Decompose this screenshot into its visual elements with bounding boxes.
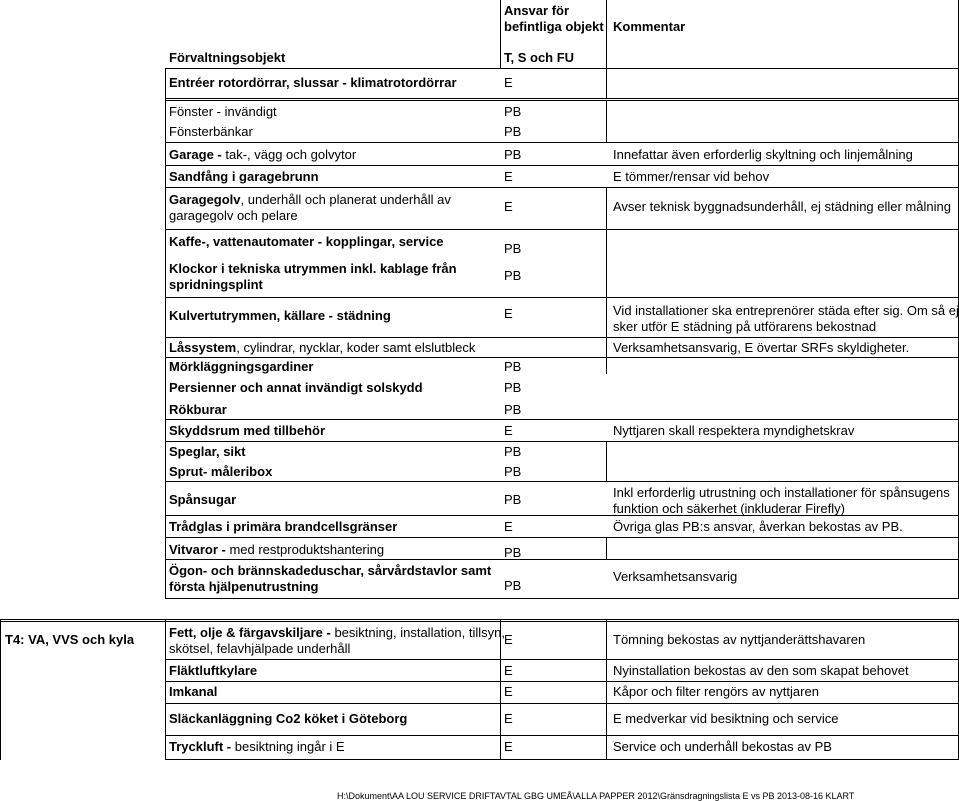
object-bold-part: Tryckluft -	[169, 739, 235, 754]
grid-line	[165, 681, 959, 682]
grid-line	[165, 441, 959, 442]
table-row-object: Släckanläggning Co2 köket i Göteborg	[169, 711, 408, 726]
grid-line	[165, 559, 959, 560]
grid-line	[165, 142, 959, 143]
grid-line	[165, 481, 959, 482]
grid-line	[606, 0, 607, 68]
table-row-object: Fönsterbänkar	[169, 124, 253, 139]
table-row-comment: Övriga glas PB:s ansvar, åverkan bekostas av PB.	[613, 519, 903, 534]
table-row-responsible: PB	[504, 402, 522, 417]
responsible-subheader: T, S och FU	[504, 50, 575, 65]
table-row-comment-line2: funktion och säkerhet (inkluderar Firefly)	[613, 501, 845, 516]
table-row-responsible: PB	[504, 578, 522, 593]
object-bold-part: Garagegolv	[169, 192, 241, 207]
table-row-responsible: PB	[504, 359, 522, 374]
grid-line	[165, 619, 166, 760]
object-rest-part: , underhåll och planerat underhåll av	[240, 192, 451, 207]
object-bold-part: Fett, olje & färgavskiljare -	[169, 625, 335, 640]
grid-line	[500, 0, 501, 68]
table-row-responsible: PB	[504, 241, 522, 256]
table-row-comment: Avser teknisk byggnadsunderhåll, ej städning eller målning	[613, 199, 951, 214]
grid-line	[606, 441, 607, 481]
comment-header: Kommentar	[613, 19, 686, 34]
table-row-object	[169, 192, 451, 208]
table-row-object: Rökburar	[169, 402, 227, 417]
table-row-responsible: E	[504, 169, 513, 184]
grid-line	[606, 100, 607, 142]
table-row-object: Fönster - invändigt	[169, 104, 277, 119]
grid-line	[165, 229, 959, 230]
table-row-responsible: E	[504, 75, 513, 90]
table-row-responsible: PB	[504, 464, 522, 479]
grid-line	[165, 659, 959, 660]
table-row-object	[169, 340, 475, 356]
grid-line	[165, 759, 959, 760]
responsible-header-line1: Ansvar för	[504, 3, 570, 18]
object-rest-part: besiktning, installation, tillsyn,	[334, 625, 505, 640]
grid-line	[165, 735, 959, 736]
table-row-comment: Innefattar även erforderlig skyltning och linjemålning	[613, 147, 913, 162]
table-row-object: Spånsugar	[169, 492, 237, 507]
table-row-comment: Verksamhetsansvarig	[613, 569, 738, 584]
table-row-responsible: E	[504, 632, 513, 647]
table-row-comment: E medverkar vid besiktning och service	[613, 711, 839, 726]
table-row-comment: Verksamhetsansvarig, E övertar SRFs skyldigheter.	[613, 340, 910, 355]
object-rest-part: tak-, vägg och golvytor	[225, 147, 357, 162]
section-label: T4: VA, VVS och kyla	[5, 632, 135, 647]
table-row-responsible: E	[504, 684, 513, 699]
table-row-responsible: PB	[504, 147, 522, 162]
table-row-object-line2: garagegolv och pelare	[169, 208, 298, 223]
table-row-comment: Nyinstallation bekostas av den som skapat behovet	[613, 663, 909, 678]
table-row-object: Persienner och annat invändigt solskydd	[169, 380, 423, 395]
object-bold-part: Vitvaror -	[169, 542, 230, 557]
table-row-responsible: PB	[504, 104, 522, 119]
object-bold-part: Garage -	[169, 147, 226, 162]
grid-line	[0, 619, 1, 760]
object-bold-part: Låssystem	[169, 340, 237, 355]
object-rest-part: , cylindrar, nycklar, koder samt elslutbleck	[236, 340, 476, 355]
table-row-comment: Inkl erforderlig utrustning och installationer för spånsugens	[613, 485, 950, 500]
table-row-object-line2: skötsel, felavhjälpade underhåll	[169, 641, 351, 656]
grid-line	[165, 98, 959, 99]
grid-line	[165, 357, 959, 358]
grid-line	[606, 537, 607, 559]
table-row-object: Imkanal	[169, 684, 218, 699]
table-row-responsible: PB	[504, 380, 522, 395]
responsible-header-line2: befintliga objekt	[504, 19, 604, 34]
grid-line	[165, 419, 959, 420]
grid-line	[165, 187, 959, 188]
table-row-comment: Service och underhåll bekostas av PB	[613, 739, 832, 754]
table-row-responsible: E	[504, 663, 513, 678]
table-row-object	[169, 542, 384, 558]
table-row-responsible: PB	[504, 545, 522, 560]
table-row-object: Mörkläggningsgardiner	[169, 359, 314, 374]
table-row-object-line2: första hjälpenutrustning	[169, 579, 319, 594]
table-row-object	[169, 625, 505, 641]
table-row-comment: Vid installationer ska entreprenörer städa efter sig. Om så ej	[613, 303, 959, 318]
grid-line	[165, 68, 166, 598]
grid-line	[165, 165, 959, 166]
table-row-responsible: E	[504, 199, 513, 214]
table-row-object: Sandfång i garagebrunn	[169, 169, 319, 184]
section-divider	[0, 619, 959, 620]
table-row-object	[169, 147, 356, 163]
grid-line	[165, 297, 959, 298]
table-row-responsible: PB	[504, 444, 522, 459]
object-header: Förvaltningsobjekt	[169, 50, 286, 65]
table-row-responsible: E	[504, 711, 513, 726]
table-row-object: Trådglas i primära brandcellsgränser	[169, 519, 398, 534]
table-row-object: Ögon- och brännskadeduschar, sårvårdstavlor samt	[169, 563, 492, 578]
grid-line	[165, 703, 959, 704]
table-row-object: Sprut- måleribox	[169, 464, 273, 479]
table-row-object-line2: spridningsplint	[169, 277, 263, 292]
grid-line	[165, 100, 959, 101]
table-row-object: Entréer rotordörrar, slussar - klimatrotordörrar	[169, 75, 457, 90]
footer-path: H:\Dokument\AA LOU SERVICE DRIFTAVTAL GBG UMEÅ\ALLA PAPPER 2012\Gränsdragningslista E vs PB 2013-08-16 KLART	[337, 791, 855, 801]
table-row-responsible: E	[504, 739, 513, 754]
grid-line	[165, 68, 959, 69]
grid-line	[165, 598, 959, 599]
grid-line	[165, 537, 959, 538]
table-row-comment-line2: sker utför E städning på utförarens bekostnad	[613, 319, 877, 334]
table-row-object: Skyddsrum med tillbehör	[169, 423, 326, 438]
table-row-comment: Tömning bekostas av nyttjanderättshavaren	[613, 632, 866, 647]
grid-line	[165, 337, 959, 338]
table-row-responsible: E	[504, 306, 513, 321]
table-row-comment: Nyttjaren skall respektera myndighetskrav	[613, 423, 855, 438]
table-row-responsible: PB	[504, 124, 522, 139]
table-row-object	[169, 739, 345, 755]
grid-line	[606, 188, 607, 374]
grid-line	[606, 68, 607, 98]
table-row-object: Speglar, sikt	[169, 444, 246, 459]
table-row-object: Kulvertutrymmen, källare - städning	[169, 308, 391, 323]
table-row-comment: E tömmer/rensar vid behov	[613, 169, 770, 184]
table-row-object: Kaffe-, vattenautomater - kopplingar, service	[169, 234, 444, 249]
grid-line	[606, 619, 607, 760]
object-rest-part: med restproduktshantering	[229, 542, 385, 557]
table-row-object: Fläktluftkylare	[169, 663, 258, 678]
table-row-responsible: E	[504, 519, 513, 534]
table-row-responsible: E	[504, 423, 513, 438]
object-rest-part: besiktning ingår i E	[234, 739, 345, 754]
table-row-responsible: PB	[504, 492, 522, 507]
table-row-responsible: PB	[504, 268, 522, 283]
table-row-object: Klockor i tekniska utrymmen inkl. kablage från	[169, 261, 457, 276]
table-row-comment: Kåpor och filter rengörs av nyttjaren	[613, 684, 819, 699]
section-divider	[0, 621, 959, 622]
